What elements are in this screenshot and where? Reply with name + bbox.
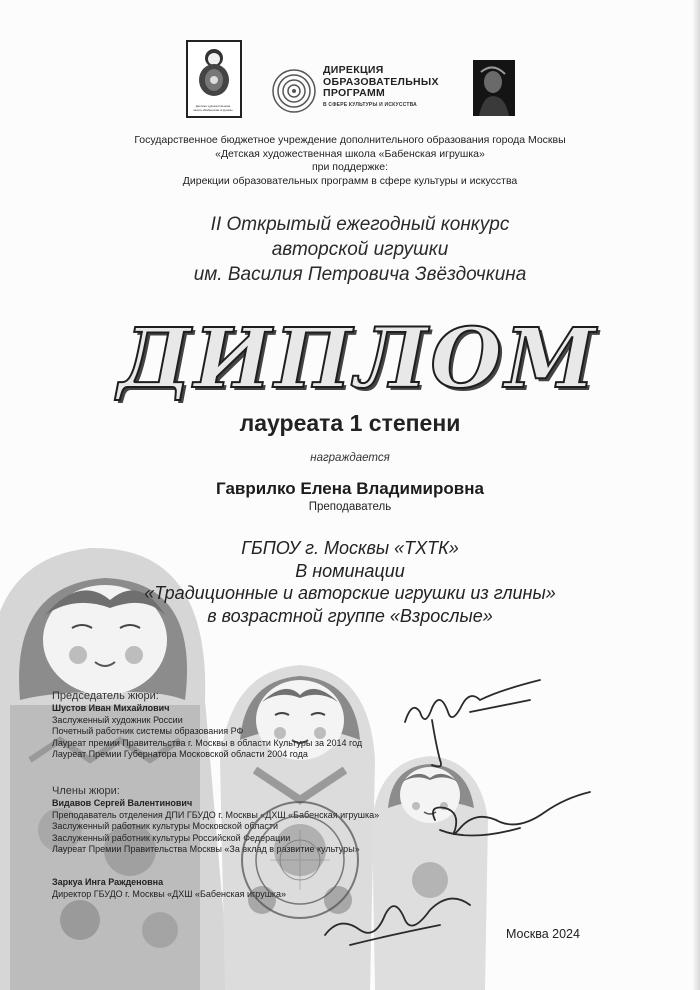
contest-title-line: II Открытый ежегодный конкурс	[210, 214, 510, 235]
directorate-name-line: ОБРАЗОВАТЕЛЬНЫХ	[323, 75, 439, 88]
page-edge-shadow	[692, 0, 700, 990]
nomination-label: В номинации	[295, 560, 405, 581]
jury-chair-heading: Председатель жюри:	[52, 690, 159, 702]
concentric-rings-icon	[271, 68, 317, 114]
organizer-line: Государственное бюджетное учреждение дополнительного образования города Москвы	[134, 134, 566, 146]
directorate-name-line: ПРОГРАММ	[323, 87, 386, 99]
awarded-label: награждается	[310, 452, 390, 464]
jury-member-name: Заркуа Инга Ражденовна	[52, 877, 164, 887]
matryoshka-logo-icon	[188, 42, 240, 98]
jury-chair-name: Шустов Иван Михайлович	[52, 703, 170, 713]
directorate-name	[323, 65, 447, 100]
school-logo	[186, 40, 242, 118]
jury-title-line: Директор ГБУДО г. Москвы «ДХШ «Бабенская игрушка»	[52, 888, 287, 899]
jury-chair-block	[52, 689, 362, 761]
directorate-name-line: ДИРЕКЦИЯ	[323, 64, 384, 76]
jury-title-line: Почетный работник системы образования РФ	[52, 726, 244, 736]
organizer-block	[40, 134, 660, 188]
portrait-photo	[473, 60, 515, 116]
contest-title-line: авторской игрушки	[271, 239, 449, 260]
jury-title-line: Заслуженный работник культуры Московской области	[52, 821, 279, 831]
contest-title-line: им. Василия Петровича Звёздочкина	[193, 264, 527, 285]
directorate-tagline: В СФЕРЕ КУЛЬТУРЫ И ИСКУССТВА	[323, 102, 417, 108]
nomination-block	[80, 537, 620, 627]
organization-name: ГБПОУ г. Москвы «ТХТК»	[241, 538, 459, 558]
jury-title-line: Заслуженный работник культуры Российской Федерации	[52, 832, 291, 843]
nomination-title: «Традиционные и авторские игрушки из глины»	[144, 583, 556, 603]
organizer-line: Дирекции образовательных программ в сфере культуры и искусства	[182, 174, 518, 187]
jury-member-name: Видавов Сергей Валентинович	[52, 798, 193, 808]
jury-members-block	[52, 784, 379, 856]
diploma-heading: ДИПЛОМ	[118, 311, 599, 407]
jury-title-line: Лауреат Премии Правительства Москвы «За вклад в развитие культуры»	[52, 844, 360, 854]
matryoshka-small	[372, 756, 488, 990]
recipient-name: Гаврилко Елена Владимировна	[216, 479, 484, 498]
city-year: Москва 2024	[506, 927, 580, 941]
jury-members-heading: Члены жюри:	[52, 785, 120, 797]
school-logo-caption: Детская художественная школа «Бабенская игрушка»	[193, 104, 233, 112]
contest-title	[100, 212, 620, 287]
jury-member-block	[52, 877, 286, 900]
directorate-logo	[271, 64, 446, 118]
jury-title-line: Лауреат премии Правительства г. Москвы в области Культуры за 2014 год	[52, 737, 363, 748]
age-group: в возрастной группе «Взрослые»	[207, 605, 493, 626]
organizer-line: при поддержке:	[311, 161, 389, 173]
organizer-line: «Детская художественная школа «Бабенская игрушка»	[215, 147, 485, 160]
laureate-degree: лауреата 1 степени	[239, 410, 461, 436]
jury-title-line: Преподаватель отделения ДПИ ГБУДО г. Москвы «ДХШ «Бабенская игрушка»	[52, 809, 380, 820]
jury-title-line: Лауреат Премии Губернатора Московской области 2004 года	[52, 749, 308, 759]
portrait-image	[473, 60, 515, 116]
jury-title-line: Заслуженный художник России	[52, 714, 183, 725]
recipient-position: Преподаватель	[308, 501, 392, 513]
